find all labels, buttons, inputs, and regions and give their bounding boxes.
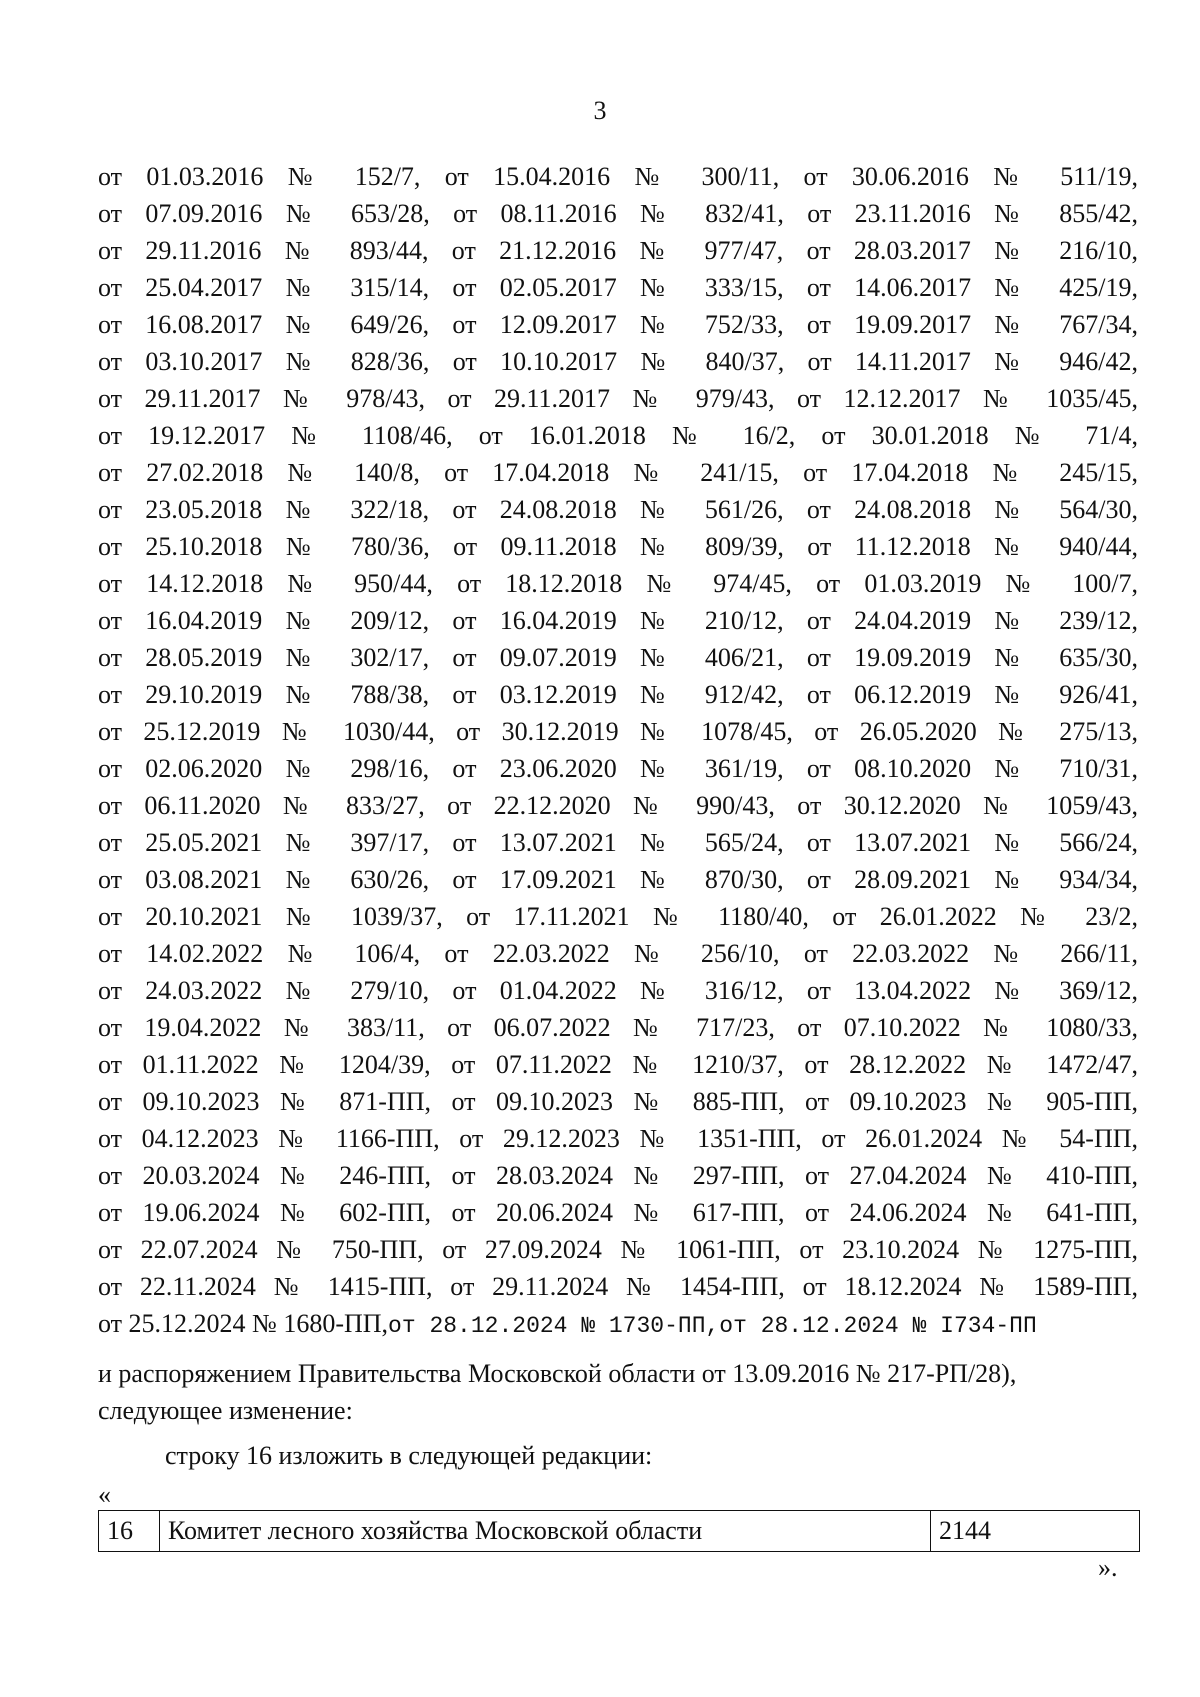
closing-quote: ». — [1098, 1553, 1118, 1582]
resolution-line: от 20.03.2024 № 246-ПП, от 28.03.2024 № 297-ПП, от 27.04.2024 № 410-ПП, — [98, 1161, 1138, 1190]
row-value-cell: 2144 — [931, 1511, 1140, 1552]
resolution-line: от 09.10.2023 № 871-ПП, от 09.10.2023 № 885-ПП, от 09.10.2023 № 905-ПП, — [98, 1087, 1138, 1116]
paragraph-change-intro: следующее изменение: — [98, 1396, 353, 1425]
resolution-line — [98, 1305, 1138, 1342]
opening-quote: « — [98, 1480, 111, 1509]
resolution-line: от 25.05.2021 № 397/17, от 13.07.2021 № 565/24, от 13.07.2021 № 566/24, — [98, 828, 1138, 857]
resolution-line: от 03.08.2021 № 630/26, от 17.09.2021 № 870/30, от 28.09.2021 № 934/34, — [98, 865, 1138, 894]
resolution-line: от 29.11.2016 № 893/44, от 21.12.2016 № 977/47, от 28.03.2017 № 216/10, — [98, 236, 1138, 265]
amendment-table — [98, 1510, 1140, 1552]
resolution-line: от 19.04.2022 № 383/11, от 06.07.2022 № 717/23, от 07.10.2022 № 1080/33, — [98, 1013, 1138, 1042]
resolution-line: от 24.03.2022 № 279/10, от 01.04.2022 № 316/12, от 13.04.2022 № 369/12, — [98, 976, 1138, 1005]
resolution-line: от 07.09.2016 № 653/28, от 08.11.2016 № 832/41, от 23.11.2016 № 855/42, — [98, 199, 1138, 228]
page-number: 3 — [593, 96, 607, 125]
resolution-line: от 14.12.2018 № 950/44, от 18.12.2018 № 974/45, от 01.03.2019 № 100/7, — [98, 569, 1138, 598]
resolution-line: от 20.10.2021 № 1039/37, от 17.11.2021 № 1180/40, от 26.01.2022 № 23/2, — [98, 902, 1138, 931]
resolution-list — [98, 158, 1138, 1342]
paragraph-order-reference: и распоряжением Правительства Московской области от 13.09.2016 № 217-РП/28), — [98, 1359, 1017, 1388]
resolution-line: от 22.07.2024 № 750-ПП, от 27.09.2024 № 1061-ПП, от 23.10.2024 № 1275-ПП, — [98, 1235, 1138, 1264]
resolution-line: от 14.02.2022 № 106/4, от 22.03.2022 № 256/10, от 22.03.2022 № 266/11, — [98, 939, 1138, 968]
row-name-cell: Комитет лесного хозяйства Московской области — [160, 1511, 931, 1552]
resolution-line: от 25.04.2017 № 315/14, от 02.05.2017 № 333/15, от 14.06.2017 № 425/19, — [98, 273, 1138, 302]
resolution-line: от 16.08.2017 № 649/26, от 12.09.2017 № 752/33, от 19.09.2017 № 767/34, — [98, 310, 1138, 339]
row-number-cell: 16 — [99, 1511, 160, 1552]
table-row — [99, 1511, 1140, 1552]
resolution-line: от 25.10.2018 № 780/36, от 09.11.2018 № 809/39, от 11.12.2018 № 940/44, — [98, 532, 1138, 561]
resolution-line: от 27.02.2018 № 140/8, от 17.04.2018 № 241/15, от 17.04.2018 № 245/15, — [98, 458, 1138, 487]
resolution-line: от 22.11.2024 № 1415-ПП, от 29.11.2024 № 1454-ПП, от 18.12.2024 № 1589-ПП, — [98, 1272, 1138, 1301]
resolution-line: от 19.12.2017 № 1108/46, от 16.01.2018 № 16/2, от 30.01.2018 № 71/4, — [98, 421, 1138, 450]
typed-addition: от 28.12.2024 № 1730-ПП,от 28.12.2024 № I734-ПП — [388, 1313, 1037, 1339]
resolution-line: от 25.12.2019 № 1030/44, от 30.12.2019 № 1078/45, от 26.05.2020 № 275/13, — [98, 717, 1138, 746]
resolution-line: от 23.05.2018 № 322/18, от 24.08.2018 № 561/26, от 24.08.2018 № 564/30, — [98, 495, 1138, 524]
resolution-line: от 02.06.2020 № 298/16, от 23.06.2020 № 361/19, от 08.10.2020 № 710/31, — [98, 754, 1138, 783]
resolution-line: от 29.10.2019 № 788/38, от 03.12.2019 № 912/42, от 06.12.2019 № 926/41, — [98, 680, 1138, 709]
resolution-line: от 03.10.2017 № 828/36, от 10.10.2017 № 840/37, от 14.11.2017 № 946/42, — [98, 347, 1138, 376]
resolution-line: от 01.11.2022 № 1204/39, от 07.11.2022 № 1210/37, от 28.12.2022 № 1472/47, — [98, 1050, 1138, 1079]
paragraph-instruction: строку 16 изложить в следующей редакции: — [165, 1441, 653, 1470]
resolution-line: от 29.11.2017 № 978/43, от 29.11.2017 № 979/43, от 12.12.2017 № 1035/45, — [98, 384, 1138, 413]
resolution-line: от 19.06.2024 № 602-ПП, от 20.06.2024 № 617-ПП, от 24.06.2024 № 641-ПП, — [98, 1198, 1138, 1227]
resolution-line-text: от 25.12.2024 № 1680-ПП, — [98, 1309, 389, 1338]
resolution-line: от 28.05.2019 № 302/17, от 09.07.2019 № 406/21, от 19.09.2019 № 635/30, — [98, 643, 1138, 672]
resolution-line: от 04.12.2023 № 1166-ПП, от 29.12.2023 № 1351-ПП, от 26.01.2024 № 54-ПП, — [98, 1124, 1138, 1153]
resolution-line: от 16.04.2019 № 209/12, от 16.04.2019 № 210/12, от 24.04.2019 № 239/12, — [98, 606, 1138, 635]
resolution-line: от 01.03.2016 № 152/7, от 15.04.2016 № 300/11, от 30.06.2016 № 511/19, — [98, 162, 1138, 191]
resolution-line: от 06.11.2020 № 833/27, от 22.12.2020 № 990/43, от 30.12.2020 № 1059/43, — [98, 791, 1138, 820]
